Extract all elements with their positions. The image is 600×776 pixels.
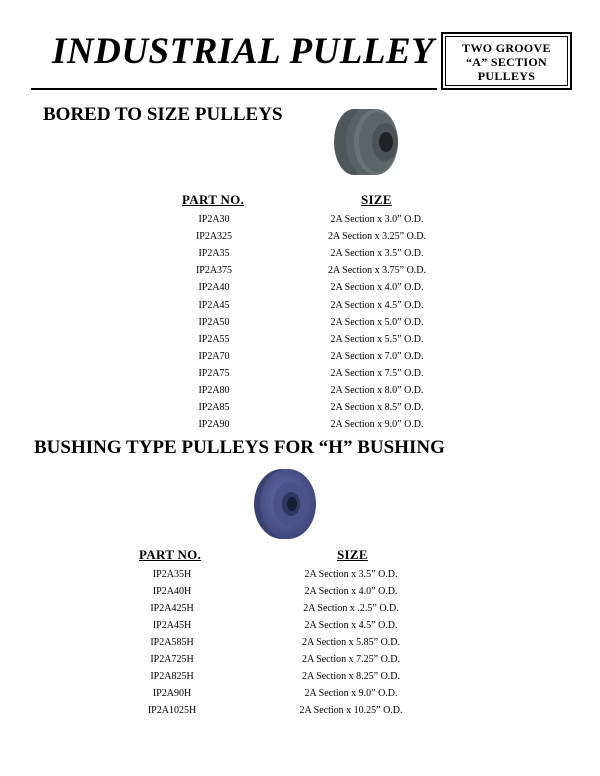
table-row (0, 671, 600, 688)
part-number: IP2A725H (150, 654, 194, 665)
title-underline (31, 88, 437, 90)
size-description: 2A Section x 4.0” O.D. (330, 282, 424, 294)
page-title: INDUSTRIAL PULLEY (52, 31, 435, 72)
part-number: IP2A55 (198, 333, 230, 345)
part-number: IP2A40 (198, 282, 230, 294)
part-number: IP2A90H (152, 688, 192, 699)
part-number: IP2A90 (198, 419, 230, 431)
bored-part-no-header: PART NO. (182, 192, 245, 207)
table-row (0, 282, 600, 299)
table-row (0, 688, 600, 705)
table-row (0, 402, 600, 419)
table-row (0, 569, 600, 586)
table-row (0, 231, 600, 248)
table-row (0, 385, 600, 402)
bushing-part-no-header: PART NO. (139, 547, 202, 562)
table-row (0, 351, 600, 368)
table-row (0, 214, 600, 231)
table-row (0, 368, 600, 385)
size-description: 2A Section x 4.0” O.D. (304, 586, 398, 597)
part-number: IP2A30 (198, 214, 230, 225)
size-description: 2A Section x 10.25” O.D. (299, 705, 403, 716)
box-line-3: PULLEYS (477, 69, 536, 83)
bushing-pulley-image (252, 466, 320, 542)
size-description: 2A Section x 3.5” O.D. (304, 569, 398, 580)
table-row (0, 265, 600, 282)
size-description: 2A Section x 7.0” O.D. (330, 350, 424, 362)
bushing-section-heading: BUSHING TYPE PULLEYS FOR “H” BUSHING (34, 437, 445, 458)
part-number: IP2A375 (195, 265, 233, 277)
bushing-size-header: SIZE (337, 547, 368, 562)
size-description: 2A Section x .2.5” O.D. (303, 603, 399, 614)
part-number: IP2A70 (198, 350, 230, 362)
part-number: IP2A825H (150, 671, 194, 682)
size-description: 2A Section x 8.25” O.D. (301, 671, 401, 682)
bored-size-header: SIZE (361, 192, 392, 207)
part-number: IP2A50 (198, 316, 230, 328)
size-description: 2A Section x 5.5” O.D. (330, 333, 424, 345)
part-number: IP2A35H (152, 569, 192, 580)
table-row (0, 248, 600, 265)
table-row (0, 300, 600, 317)
box-line-2: “A” SECTION (466, 55, 547, 69)
size-description: 2A Section x 7.25” O.D. (301, 654, 401, 665)
part-number: IP2A425H (150, 603, 194, 614)
size-description: 2A Section x 3.5” O.D. (330, 248, 424, 260)
part-number: IP2A325 (195, 231, 233, 243)
size-description: 2A Section x 3.25” O.D. (327, 231, 427, 243)
product-type-box (441, 32, 572, 90)
bored-section-heading: BORED TO SIZE PULLEYS (43, 104, 283, 125)
size-description: 2A Section x 4.5” O.D. (330, 299, 424, 311)
table-row (0, 603, 600, 620)
size-description: 2A Section x 8.0” O.D. (330, 385, 424, 396)
size-description: 2A Section x 5.0” O.D. (330, 316, 424, 328)
box-line-1: TWO GROOVE (462, 41, 551, 55)
size-description: 2A Section x 3.75” O.D. (327, 265, 427, 277)
part-number: IP2A1025H (147, 705, 197, 716)
table-row (0, 317, 600, 334)
size-description: 2A Section x 9.0” O.D. (330, 419, 424, 431)
size-description: 2A Section x 5.85” O.D. (301, 637, 401, 648)
part-number: IP2A585H (150, 637, 194, 648)
size-description: 2A Section x 8.5” O.D. (330, 402, 424, 414)
part-number: IP2A85 (198, 402, 230, 414)
table-row (0, 705, 600, 722)
part-number: IP2A45H (152, 620, 192, 631)
table-row (0, 654, 600, 671)
part-number: IP2A40H (152, 586, 192, 597)
size-description: 2A Section x 9.0” O.D. (304, 688, 398, 699)
table-row (0, 586, 600, 603)
size-description: 2A Section x 4.5” O.D. (304, 620, 398, 631)
table-row (0, 419, 600, 436)
two-groove-pulley-image (328, 106, 404, 178)
table-row (0, 334, 600, 351)
part-number: IP2A45 (198, 299, 230, 311)
table-row (0, 637, 600, 654)
part-number: IP2A35 (198, 248, 230, 260)
part-number: IP2A80 (198, 385, 230, 396)
part-number: IP2A75 (198, 367, 230, 379)
table-row (0, 620, 600, 637)
size-description: 2A Section x 7.5” O.D. (330, 367, 424, 379)
size-description: 2A Section x 3.0” O.D. (330, 214, 424, 225)
